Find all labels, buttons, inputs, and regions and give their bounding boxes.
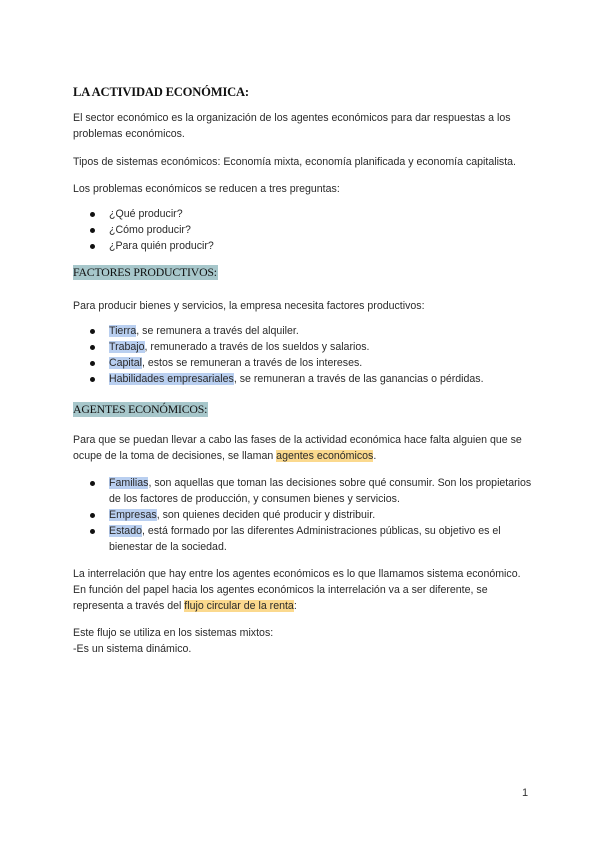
bullet-icon bbox=[90, 513, 95, 518]
bullet-icon bbox=[90, 329, 95, 334]
list-item: ¿Cómo producir? bbox=[73, 222, 533, 238]
factores-paragraph: Para producir bienes y servicios, la empresa necesita factores productivos: bbox=[73, 300, 425, 312]
term-highlight: Trabajo bbox=[109, 341, 145, 353]
term-highlight: Capital bbox=[109, 357, 142, 369]
section-heading-factores: FACTORES PRODUCTIVOS: bbox=[73, 265, 217, 279]
bullet-icon bbox=[90, 212, 95, 217]
key-term-highlight: agentes económicos bbox=[276, 450, 374, 462]
list-item: ¿Qué producir? bbox=[73, 206, 533, 222]
agentes-list bbox=[73, 475, 533, 555]
term-highlight: Familias bbox=[109, 477, 149, 489]
list-item: Tierra, se remunera a través del alquiler. bbox=[73, 323, 533, 339]
term-highlight: Habilidades empresariales bbox=[109, 373, 234, 385]
agentes-paragraph-1: Para que se puedan llevar a cabo las fases de la actividad económica hace falta alguien que se ocupe de la toma de decisiones, se llaman agentes económicos. bbox=[73, 434, 522, 462]
term-highlight: Estado bbox=[109, 525, 142, 537]
bullet-icon bbox=[90, 481, 95, 486]
page-number: 1 bbox=[522, 787, 529, 799]
page-title: LA ACTIVIDAD ECONÓMICA: bbox=[73, 85, 249, 99]
section-heading-agentes: AGENTES ECONÓMICOS: bbox=[73, 402, 208, 416]
intro-paragraph-1: El sector económico es la organización de los agentes económicos para dar respuestas a los problemas económicos. bbox=[73, 112, 511, 140]
list-item: Capital, estos se remuneran a través de los intereses. bbox=[73, 355, 533, 371]
list-item: Trabajo, remunerado a través de los sueldos y salarios. bbox=[73, 339, 533, 355]
bullet-icon bbox=[90, 244, 95, 249]
term-highlight: Empresas bbox=[109, 509, 157, 521]
bullet-icon bbox=[90, 345, 95, 350]
bullet-icon bbox=[90, 377, 95, 382]
intro-paragraph-2: Tipos de sistemas económicos: Economía mixta, economía planificada y economía capitalista. bbox=[73, 156, 516, 168]
list-item: Empresas, son quienes deciden qué producir y distribuir. bbox=[73, 507, 533, 523]
bullet-icon bbox=[90, 529, 95, 534]
questions-list bbox=[73, 206, 533, 254]
list-item: Familias, son aquellas que toman las decisiones sobre qué consumir. Son los propietarios de los factores de producción, y consumen bienes y servicios. bbox=[73, 475, 533, 507]
agentes-paragraph-3: Este flujo se utiliza en los sistemas mixtos: -Es un sistema dinámico. bbox=[73, 627, 274, 655]
list-item: Habilidades empresariales, se remuneran a través de las ganancias o pérdidas. bbox=[73, 371, 533, 387]
factores-list bbox=[73, 323, 533, 387]
list-item: Estado, está formado por las diferentes Administraciones públicas, su objetivo es el bienestar de la sociedad. bbox=[73, 523, 533, 555]
intro-paragraph-3: Los problemas económicos se reducen a tres preguntas: bbox=[73, 183, 340, 195]
agentes-paragraph-2: La interrelación que hay entre los agentes económicos es lo que llamamos sistema económico. En función del papel hacia los agentes económicos la interrelación va a ser diferente, se representa a través del flujo circular de la renta: bbox=[73, 568, 521, 612]
list-item: ¿Para quién producir? bbox=[73, 238, 533, 254]
term-highlight: Tierra bbox=[109, 325, 137, 337]
bullet-icon bbox=[90, 361, 95, 366]
bullet-icon bbox=[90, 228, 95, 233]
key-term-highlight: flujo circular de la renta bbox=[184, 600, 294, 612]
